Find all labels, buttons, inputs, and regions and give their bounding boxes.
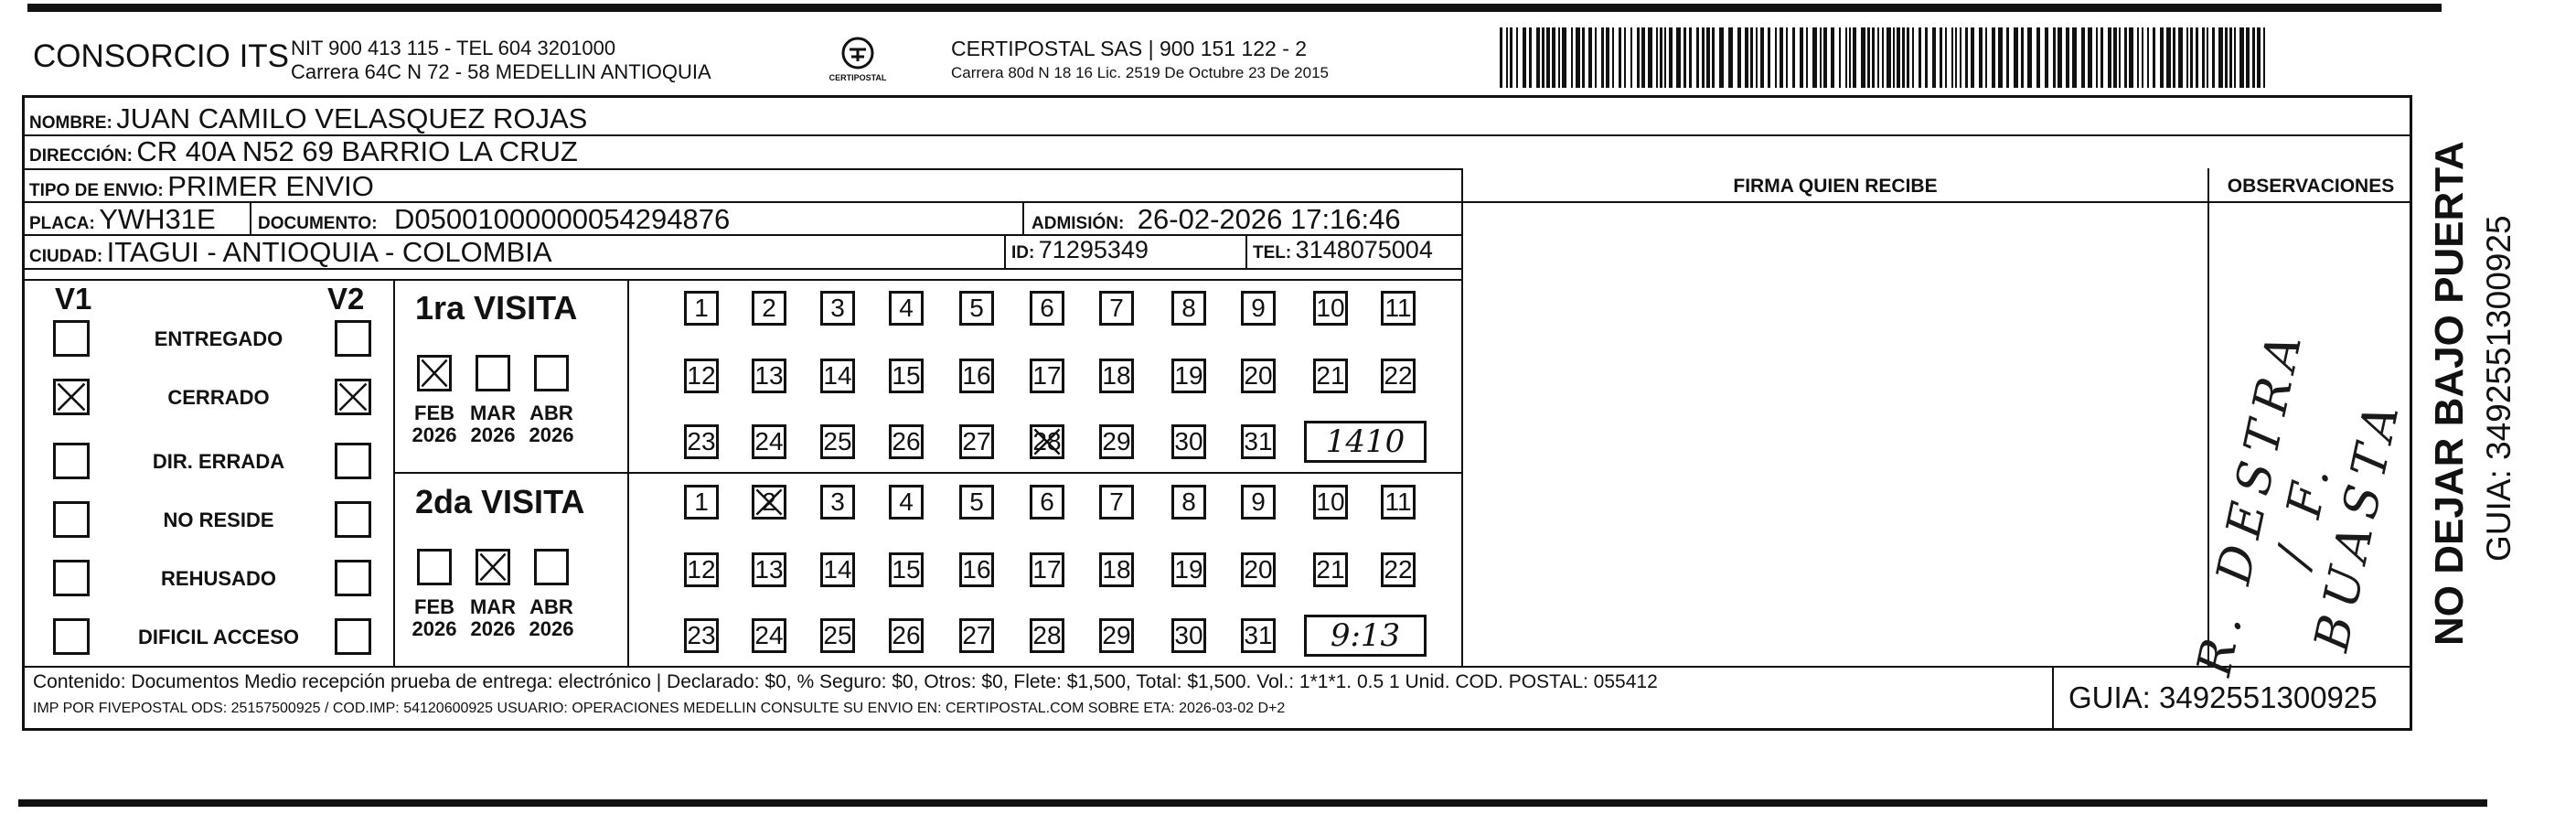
visit-2-day-box[interactable]: 7	[1099, 485, 1134, 519]
tel-sep	[1245, 234, 1247, 268]
visit-1-day-box[interactable]: 4	[889, 291, 924, 326]
visit-1-day-box[interactable]: 19	[1171, 359, 1206, 393]
document-field	[258, 203, 730, 236]
visit-1-day-box[interactable]: 14	[820, 359, 855, 393]
visit-2-day-box[interactable]: 21	[1313, 552, 1348, 587]
plate-value: YWH31E	[99, 203, 216, 235]
name-value: JUAN CAMILO VELASQUEZ ROJAS	[116, 102, 588, 134]
side-warning: NO DEJAR BAJO PUERTA	[2427, 141, 2472, 646]
visit-1-day-box[interactable]: 11	[1381, 291, 1416, 326]
visit-2-day-box[interactable]: 6	[1030, 485, 1064, 519]
admission-field	[1031, 203, 1401, 236]
status-label: CERRADO	[167, 386, 270, 409]
visit-sep	[393, 472, 1461, 474]
month-year: 2026	[412, 423, 457, 446]
plate-field	[29, 203, 216, 236]
admission-value: 26-02-2026 17:16:46	[1137, 203, 1401, 235]
month-sep	[627, 279, 629, 666]
visit-2-day-box[interactable]: 28	[1030, 618, 1064, 653]
visit-1-day-box[interactable]: 27	[959, 424, 994, 459]
visit-2-day-box[interactable]: 14	[820, 552, 855, 587]
visit-2-day-box[interactable]: 11	[1381, 485, 1416, 519]
content-line: Contenido: Documentos Medio recepción prueba de entrega: electrónico | Declarado: $0, % Seguro: $0, Otros: $0, Flete: $1,500, Total: $1,500. Vol.: 1*1*1. 0.5 1 Unid. COD. POSTAL: 055412	[33, 671, 1658, 692]
status-label: NO RESIDE	[163, 509, 274, 531]
name-row	[29, 102, 587, 135]
observations-header: OBSERVACIONES	[2227, 176, 2395, 197]
tel-field	[1253, 236, 1433, 264]
tel-value: 3148075004	[1295, 236, 1433, 263]
visit-2-day-box[interactable]: 24	[752, 618, 786, 653]
visit-1-month-mar-checkbox[interactable]	[476, 355, 510, 391]
visit-1-day-box[interactable]: 29	[1099, 424, 1134, 459]
v2-checkbox-2[interactable]	[335, 379, 371, 415]
visit-2-day-box[interactable]: 5	[959, 485, 994, 519]
visit-2-day-box[interactable]: 9	[1241, 485, 1276, 519]
visit-2-month-label	[526, 596, 577, 640]
address-value: CR 40A N52 69 BARRIO LA CRUZ	[136, 135, 578, 167]
visit-1-day-box[interactable]: 7	[1099, 291, 1134, 326]
status-sep	[393, 279, 395, 666]
certipostal-logo	[830, 35, 885, 88]
visit-2-time-box[interactable]: 9:13	[1304, 615, 1427, 657]
status-label: DIR. ERRADA	[152, 450, 285, 473]
month-name: FEB	[414, 595, 454, 618]
month-name: ABR	[529, 402, 573, 424]
company-line-2: Carrera 64C N 72 - 58 MEDELLIN ANTIOQUIA	[291, 60, 711, 83]
id-label: ID:	[1011, 243, 1035, 262]
visit-1-day-box[interactable]: 20	[1241, 359, 1276, 393]
visit-2-day-box[interactable]: 12	[684, 552, 719, 587]
visit-1-day-box[interactable]: 13	[752, 359, 786, 393]
month-year: 2026	[470, 617, 516, 640]
status-label: REHUSADO	[161, 567, 276, 590]
v1-checkbox-2[interactable]	[53, 379, 90, 415]
visit-2-day-box[interactable]: 29	[1099, 618, 1134, 653]
visit-1-month-label	[526, 402, 577, 446]
address-label: DIRECCIÓN:	[29, 146, 133, 166]
v1-checkbox-3[interactable]	[53, 443, 90, 479]
visit-2-day-box[interactable]: 1	[684, 485, 719, 519]
visit-2-day-box[interactable]: 25	[820, 618, 855, 653]
visit-2-day-box[interactable]: 27	[959, 618, 994, 653]
visit-1-day-box[interactable]: 30	[1171, 424, 1206, 459]
visit-1-day-box[interactable]: 18	[1099, 359, 1134, 393]
v1-label: V1	[55, 282, 92, 316]
visit-1-day-box[interactable]: 8	[1171, 291, 1206, 326]
company-line-1: NIT 900 413 115 - TEL 604 3201000	[291, 37, 616, 59]
document-value: D05001000000054294876	[394, 203, 731, 235]
visit-1-month-label	[467, 402, 518, 446]
month-name: MAR	[469, 402, 517, 424]
visit-1-day-box[interactable]: 10	[1313, 291, 1348, 326]
visit-2-month-feb-checkbox[interactable]	[417, 549, 452, 585]
footer-guia: GUIA: 3492551300925	[2068, 680, 2378, 714]
visit-1-day-box[interactable]: 6	[1030, 291, 1064, 326]
visit-1-day-box[interactable]: 5	[959, 291, 994, 326]
handwritten-observation: R. DESTRA / F. BUASTA	[2186, 321, 2412, 680]
plate-sep	[250, 201, 251, 234]
v2-label: V2	[327, 282, 365, 316]
visit-1-month-feb-checkbox[interactable]	[417, 355, 452, 391]
visit-2-day-box[interactable]: 13	[752, 552, 786, 587]
id-sep	[1004, 234, 1006, 268]
carrier-line-2: Carrera 80d N 18 16 Lic. 2519 De Octubre 23 De 2015	[951, 64, 1329, 81]
visit-1-day-box[interactable]: 21	[1313, 359, 1348, 393]
visit-2-month-label	[409, 596, 460, 640]
month-year: 2026	[529, 423, 574, 446]
v1-checkbox-1[interactable]	[53, 320, 90, 357]
visit-2-day-box[interactable]: 30	[1171, 618, 1206, 653]
visit-2-month-abr-checkbox[interactable]	[534, 549, 569, 585]
carrier-line-1: CERTIPOSTAL SAS | 900 151 122 - 2	[951, 37, 1308, 60]
id-field	[1011, 236, 1149, 264]
admission-sep	[1022, 201, 1024, 234]
v2-checkbox-4[interactable]	[335, 501, 371, 538]
city-value: ITAGUI - ANTIOQUIA - COLOMBIA	[106, 236, 552, 268]
v1-checkbox-6[interactable]	[53, 618, 90, 655]
visit-1-time-box[interactable]: 1410	[1304, 421, 1427, 463]
visit-1-title: 1ra VISITA	[415, 289, 578, 327]
visit-1-day-box[interactable]: 17	[1030, 359, 1064, 393]
visit-1-day-box[interactable]: 9	[1241, 291, 1276, 326]
side-guia: GUIA: 3492551300925	[2480, 215, 2517, 562]
signature-header: FIRMA QUIEN RECIBE	[1733, 176, 1938, 197]
visit-2-day-box[interactable]: 4	[889, 485, 924, 519]
city-field	[29, 236, 552, 269]
signature-area	[1463, 203, 2206, 665]
row-sep-6	[24, 279, 1461, 281]
status-label: ENTREGADO	[154, 327, 283, 350]
visit-2-day-box[interactable]: 15	[889, 552, 924, 587]
v1-checkbox-5[interactable]	[53, 560, 90, 596]
tel-label: TEL:	[1253, 243, 1292, 262]
v2-checkbox-6[interactable]	[335, 618, 371, 655]
visit-1-day-box[interactable]: 2	[752, 291, 786, 326]
visit-1-day-box[interactable]: 22	[1381, 359, 1416, 393]
visit-1-day-box[interactable]: 3	[820, 291, 855, 326]
month-year: 2026	[470, 423, 516, 446]
visit-1-day-box[interactable]: 31	[1241, 424, 1276, 459]
v2-checkbox-5[interactable]	[335, 560, 371, 596]
address-row	[29, 135, 578, 168]
visit-2-day-box[interactable]: 10	[1313, 485, 1348, 519]
visit-2-day-box[interactable]: 3	[820, 485, 855, 519]
visit-2-day-box[interactable]: 19	[1171, 552, 1206, 587]
send-type-row	[29, 170, 374, 203]
month-name: ABR	[529, 595, 573, 618]
visit-2-day-box[interactable]: 31	[1241, 618, 1276, 653]
visit-2-day-box[interactable]: 23	[684, 618, 719, 653]
visit-1-day-box[interactable]: 16	[959, 359, 994, 393]
visit-1-day-box[interactable]: 12	[684, 359, 719, 393]
visit-1-day-box[interactable]: 23	[684, 424, 719, 459]
visit-2-day-box[interactable]: 18	[1099, 552, 1134, 587]
document-label: DOCUMENTO:	[258, 214, 378, 233]
id-value: 71295349	[1038, 236, 1149, 263]
barcode	[1500, 27, 2277, 88]
send-type-label: TIPO DE ENVIO:	[29, 181, 164, 200]
month-year: 2026	[412, 617, 457, 640]
scan-top-edge	[27, 4, 2442, 12]
visit-2-day-box[interactable]: 20	[1241, 552, 1276, 587]
name-label: NOMBRE:	[29, 113, 112, 133]
cross-mark-icon	[754, 487, 784, 517]
cross-mark-icon	[1032, 427, 1062, 456]
visit-1-day-box[interactable]: 24	[752, 424, 786, 459]
visit-2-day-box[interactable]: 17	[1030, 552, 1064, 587]
company-name: CONSORCIO ITS	[33, 38, 290, 74]
visit-2-title: 2da VISITA	[415, 483, 585, 520]
scan-bottom-edge	[18, 799, 2487, 807]
visit-1-day-box[interactable]: 15	[889, 359, 924, 393]
month-name: MAR	[469, 595, 517, 618]
month-year: 2026	[529, 617, 574, 640]
visit-1-month-abr-checkbox[interactable]	[534, 355, 569, 391]
visit-2-day-box[interactable]: 16	[959, 552, 994, 587]
visit-2-day-box[interactable]: 26	[889, 618, 924, 653]
v2-checkbox-1[interactable]	[335, 320, 371, 357]
v1-checkbox-4[interactable]	[53, 501, 90, 538]
city-label: CIUDAD:	[29, 247, 103, 266]
guia-box-sep	[2052, 666, 2054, 731]
visit-2-month-mar-checkbox[interactable]	[476, 549, 510, 585]
visit-2-day-box[interactable]: 8	[1171, 485, 1206, 519]
visit-1-month-label	[409, 402, 460, 446]
visit-2-day-box[interactable]: 2	[752, 485, 786, 519]
send-type-value: PRIMER ENVIO	[167, 170, 374, 202]
visit-1-day-box[interactable]: 28	[1030, 424, 1064, 459]
imp-line: IMP POR FIVEPOSTAL ODS: 25157500925 / COD.IMP: 54120600925 USUARIO: OPERACIONES MEDELLIN CONSULTE SU ENVIO EN: CERTIPOSTAL.COM SOBRE ETA: 2026-03-02 D+2	[33, 701, 1286, 716]
visit-2-day-box[interactable]: 22	[1381, 552, 1416, 587]
month-name: FEB	[414, 402, 454, 424]
visit-1-day-box[interactable]: 26	[889, 424, 924, 459]
status-label: DIFICIL ACCESO	[137, 626, 299, 648]
plate-label: PLACA:	[29, 214, 95, 233]
logo-text: CERTIPOSTAL	[828, 73, 887, 82]
visit-1-day-box[interactable]: 25	[820, 424, 855, 459]
visit-2-month-label	[467, 596, 518, 640]
visit-1-day-box[interactable]: 1	[684, 291, 719, 326]
admission-label: ADMISIÓN:	[1031, 214, 1125, 233]
v2-checkbox-3[interactable]	[335, 443, 371, 479]
